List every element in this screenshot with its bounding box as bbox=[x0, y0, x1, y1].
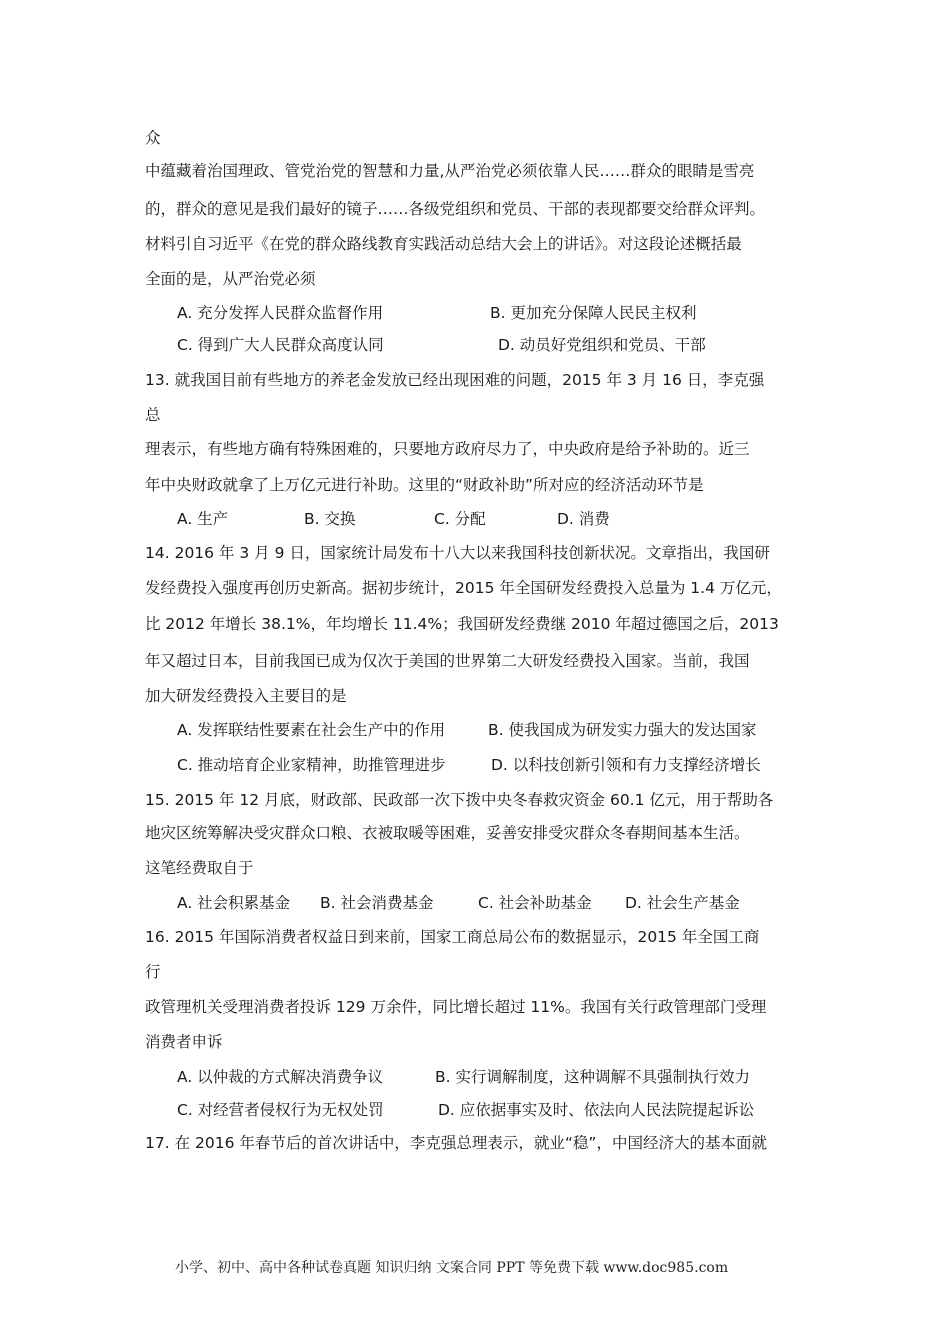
q13-line-1: 13. 就我国目前有些地方的养老金发放已经出现困难的问题，2015 年 3 月 16 日，李克强 bbox=[145, 371, 765, 389]
q16-option-c: C. 对经营者侵权行为无权处罚 bbox=[177, 1101, 384, 1119]
q15-option-c: C. 社会补助基金 bbox=[478, 894, 592, 912]
q14-line-2: 发经费投入强度再创历史新高。据初步统计，2015 年全国研发经费投入总量为 1.4 万亿元， bbox=[145, 579, 782, 597]
q16-line-1: 16. 2015 年国际消费者权益日到来前，国家工商总局公布的数据显示，2015 年全国工商 bbox=[145, 928, 760, 946]
page-footer: 小学、初中、高中各种试卷真题 知识归纳 文案合同 PPT 等免费下载 www.doc985.com bbox=[175, 1260, 729, 1276]
q12-line-3: 的，群众的意见是我们最好的镜子……各级党组织和党员、干部的表现都要交给群众评判。 bbox=[145, 200, 766, 218]
q15-option-d: D. 社会生产基金 bbox=[625, 894, 740, 912]
q12-option-c: C. 得到广大人民群众高度认同 bbox=[177, 336, 384, 354]
q16-option-b: B. 实行调解制度，这种调解不具强制执行效力 bbox=[435, 1068, 750, 1086]
q16-line-2: 行 bbox=[145, 963, 161, 981]
q12-option-d: D. 动员好党组织和党员、干部 bbox=[498, 336, 706, 354]
q14-option-c: C. 推动培育企业家精神，助推管理进步 bbox=[177, 756, 446, 774]
q15-option-a: A. 社会积累基金 bbox=[177, 894, 291, 912]
q15-line-2: 地灾区统筹解决受灾群众口粮、衣被取暖等困难，妥善安排受灾群众冬春期间基本生活。 bbox=[145, 824, 750, 842]
q13-line-4: 年中央财政就拿了上万亿元进行补助。这里的“财政补助”所对应的经济活动环节是 bbox=[145, 476, 704, 494]
q14-line-3: 比 2012 年增长 38.1%，年均增长 11.4%；我国研发经费继 2010 年超过德国之后，2013 bbox=[145, 615, 779, 633]
q12-option-b: B. 更加充分保障人民民主权利 bbox=[490, 304, 697, 322]
q14-option-d: D. 以科技创新引领和有力支撑经济增长 bbox=[491, 756, 761, 774]
q16-line-4: 消费者申诉 bbox=[145, 1033, 223, 1051]
q15-option-b: B. 社会消费基金 bbox=[320, 894, 434, 912]
q12-line-4: 材料引自习近平《在党的群众路线教育实践活动总结大会上的讲话》。对这段论述概括最 bbox=[145, 235, 742, 253]
q12-line-1: 众 bbox=[145, 129, 161, 147]
q14-line-4: 年又超过日本，目前我国已成为仅次于美国的世界第二大研发经费投入国家。当前，我国 bbox=[145, 652, 750, 670]
q15-line-1: 15. 2015 年 12 月底，财政部、民政部一次下拨中央冬春救灾资金 60.1 亿元，用于帮助各 bbox=[145, 791, 774, 809]
q12-line-2: 中蕴藏着治国理政、管党治党的智慧和力量,从严治党必须依靠人民……群众的眼睛是雪亮 bbox=[145, 162, 755, 180]
q13-line-3: 理表示，有些地方确有特殊困难的，只要地方政府尽力了，中央政府是给予补助的。近三 bbox=[145, 440, 750, 458]
q12-option-a: A. 充分发挥人民群众监督作用 bbox=[177, 304, 384, 322]
q14-line-5: 加大研发经费投入主要目的是 bbox=[145, 687, 347, 705]
q13-option-d: D. 消费 bbox=[557, 510, 610, 528]
q16-line-3: 政管理机关受理消费者投诉 129 万余件，同比增长超过 11%。我国有关行政管理部门受理 bbox=[145, 998, 767, 1016]
q13-option-a: A. 生产 bbox=[177, 510, 229, 528]
q14-line-1: 14. 2016 年 3 月 9 日，国家统计局发布十八大以来我国科技创新状况。文章指出，我国研 bbox=[145, 544, 770, 562]
q12-line-5: 全面的是，从严治党必须 bbox=[145, 270, 316, 288]
q14-option-b: B. 使我国成为研发实力强大的发达国家 bbox=[488, 721, 757, 739]
q13-line-2: 总 bbox=[145, 406, 161, 424]
q13-option-b: B. 交换 bbox=[304, 510, 356, 528]
q16-option-a: A. 以仲裁的方式解决消费争议 bbox=[177, 1068, 384, 1086]
q14-option-a: A. 发挥联结性要素在社会生产中的作用 bbox=[177, 721, 446, 739]
q13-option-c: C. 分配 bbox=[434, 510, 486, 528]
q16-option-d: D. 应依据事实及时、依法向人民法院提起诉讼 bbox=[438, 1101, 755, 1119]
q17-line-1: 17. 在 2016 年春节后的首次讲话中，李克强总理表示，就业“稳”，中国经济大的基本面就 bbox=[145, 1134, 767, 1152]
q15-line-3: 这笔经费取自于 bbox=[145, 859, 254, 877]
